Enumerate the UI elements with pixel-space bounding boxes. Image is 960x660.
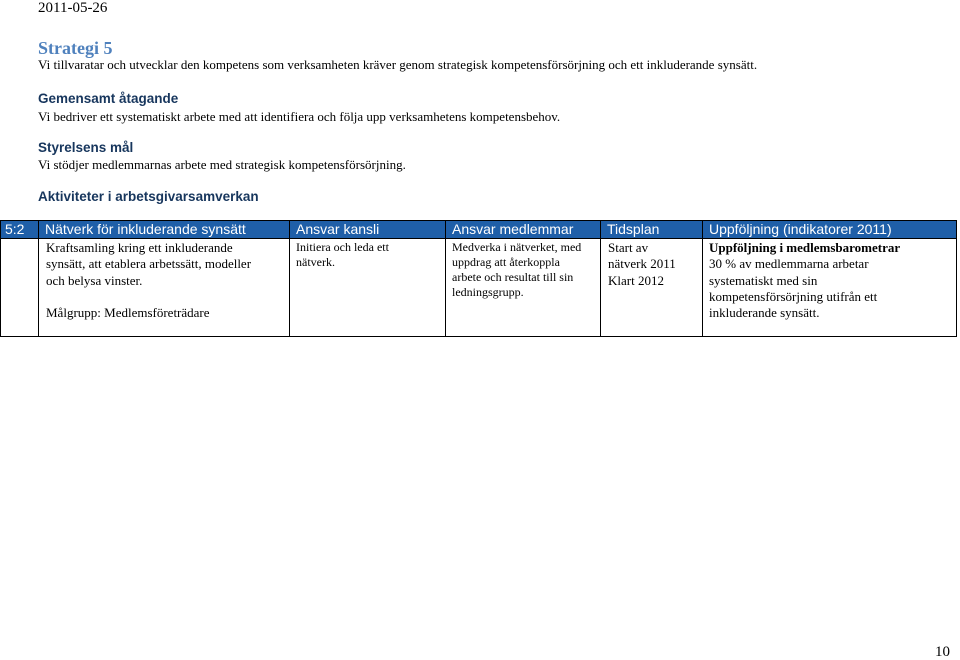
header-member-responsibility: Ansvar medlemmar (446, 221, 601, 239)
table-header-row (1, 221, 957, 239)
timeline-line: Start av (608, 240, 649, 255)
follow-up-line: systematiskt med sin (709, 272, 818, 288)
timeline-line: Klart 2012 (608, 272, 664, 288)
office-responsibility-line: Initiera och leda ett (296, 240, 389, 254)
follow-up-line: 30 % av medlemmarna arbetar (709, 256, 869, 272)
header-activity: Nätverk för inkluderande synsätt (39, 221, 290, 239)
member-responsibility-line: uppdrag att återkoppla (452, 255, 560, 269)
page-number: 10 (935, 644, 950, 660)
office-responsibility-line: nätverk. (296, 254, 335, 269)
header-activity-number: 5:2 (1, 221, 39, 239)
activity-line: synsätt, att etablera arbetssätt, modeller (46, 256, 252, 272)
timeline-cell (601, 239, 703, 337)
commitment-heading: Gemensamt åtagande (38, 91, 179, 106)
header-timeline: Tidsplan (601, 221, 703, 239)
follow-up-line: inkluderande synsätt. (709, 305, 820, 321)
activity-number-cell (1, 239, 39, 337)
strategy-text: Vi tillvaratar och utvecklar den kompetens som verksamheten kräver genom strategisk kompetensförsörjning och ett inkluderande synsätt. (38, 57, 758, 72)
follow-up-cell (703, 239, 957, 337)
board-goal-heading: Styrelsens mål (38, 140, 134, 155)
target-group: Målgrupp: Medlemsföreträdare (46, 304, 210, 320)
board-goal-text: Vi stödjer medlemmarnas arbete med strategisk kompetensförsörjning. (38, 157, 406, 172)
activity-line: Kraftsamling kring ett inkluderande (46, 240, 233, 255)
activity-cell (39, 239, 290, 337)
strategy-title: Strategi 5 (38, 38, 113, 58)
header-office-responsibility: Ansvar kansli (290, 221, 446, 239)
member-responsibility-line: Medverka i nätverket, med (452, 240, 582, 254)
activity-line: och belysa vinster. (46, 272, 143, 288)
member-responsibility-line: arbete och resultat till sin (452, 270, 574, 284)
activity-table (0, 220, 957, 337)
commitment-text: Vi bedriver ett systematiskt arbete med att identifiera och följa upp verksamhetens kompetensbehov. (38, 109, 561, 124)
follow-up-heading: Uppföljning i medlemsbarometrar (709, 240, 901, 255)
timeline-line: nätverk 2011 (608, 256, 676, 272)
header-follow-up: Uppföljning (indikatorer 2011) (703, 221, 957, 239)
document-date: 2011-05-26 (38, 0, 108, 16)
table-row (1, 239, 957, 337)
member-responsibility-cell (446, 239, 601, 337)
member-responsibility-line: ledningsgrupp. (452, 285, 524, 299)
office-responsibility-cell (290, 239, 446, 337)
activities-heading: Aktiviteter i arbetsgivarsamverkan (38, 189, 259, 204)
follow-up-line: kompetensförsörjning utifrån ett (709, 288, 878, 304)
